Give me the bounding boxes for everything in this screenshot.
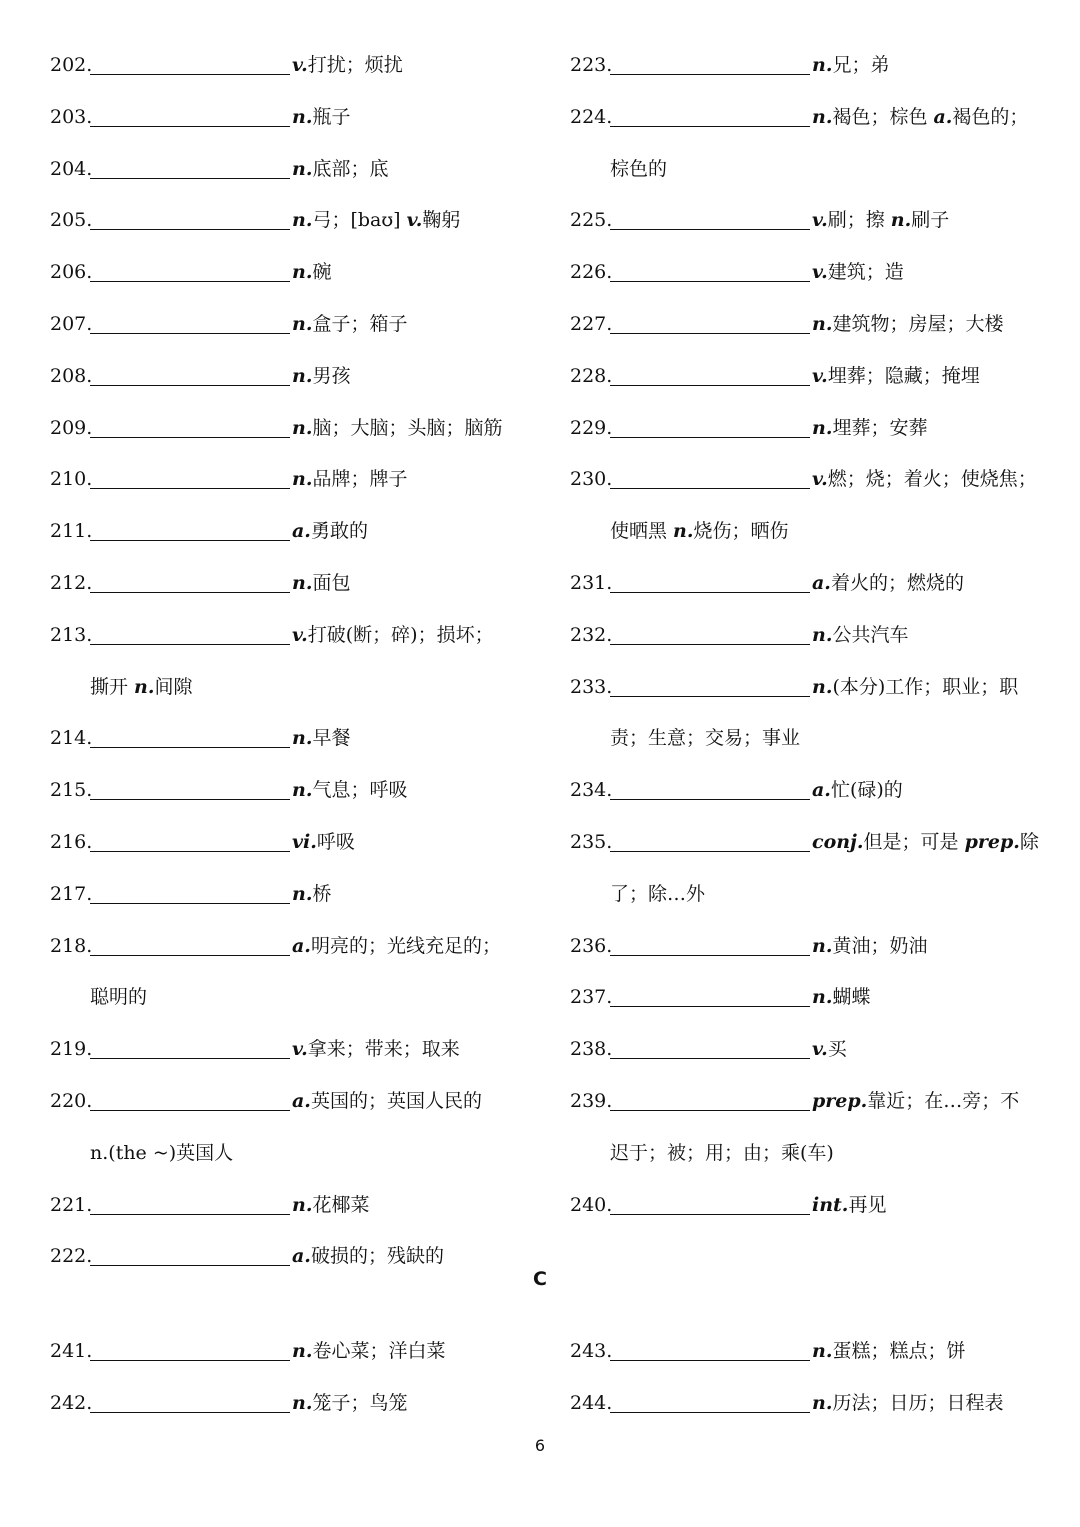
part-of-speech: n. [812,105,833,128]
part-of-speech: n. [812,675,833,698]
entry-number: 218. [50,934,93,957]
part-of-speech: n. [292,312,313,335]
entry-number: 225. [570,209,613,232]
entry-number: 221. [50,1193,93,1216]
vocab-entry [570,610,1050,662]
entry-number: 215. [50,779,93,802]
vocab-entry [50,40,530,92]
definition: 再见 [848,1193,887,1216]
part-of-speech: v. [812,364,828,387]
answer-blank[interactable] [610,591,810,593]
entry-number: 208. [50,364,93,387]
answer-blank[interactable] [90,539,290,541]
part-of-speech: v. [812,209,828,232]
definition: 瓶子 [312,105,351,128]
definition: 黄油；奶油 [832,934,928,957]
definition: 打扰；烦扰 [307,54,403,76]
answer-blank[interactable] [90,643,290,645]
definition: 公共汽车 [832,623,909,646]
entry-number: 204. [50,157,93,180]
definition: 面包 [312,571,351,594]
answer-blank[interactable] [610,280,810,282]
answer-blank[interactable] [610,1411,810,1413]
definition: 弓；[baʊ] [312,209,407,232]
part-of-speech: a. [933,105,953,128]
part-of-speech: v. [292,1038,308,1061]
vocab-entry-continuation [570,713,1050,765]
definition: 间隙 [154,675,193,698]
entry-number: 210. [50,468,93,491]
part-of-speech: v. [812,261,828,284]
entry-number: 233. [570,675,613,698]
vocab-entry [570,40,1050,92]
definition: 靠近；在…旁；不 [867,1089,1020,1112]
left-column-c-words [50,1326,530,1430]
definition: 笼子；鸟笼 [312,1391,408,1414]
definition: 盒子；箱子 [312,312,408,335]
part-of-speech: n. [292,261,313,284]
vocab-entry [570,247,1050,299]
answer-blank[interactable] [90,902,290,904]
vocab-entry [50,713,530,765]
vocab-entry [50,1378,530,1430]
part-of-speech: n. [134,675,155,698]
definition: 烧伤；晒伤 [693,520,789,543]
answer-blank[interactable] [610,850,810,852]
definition: 早餐 [312,727,351,750]
answer-blank[interactable] [610,332,810,334]
definition: 勇敢的 [310,520,368,543]
entry-number: 219. [50,1038,93,1061]
answer-blank[interactable] [90,798,290,800]
answer-blank[interactable] [90,384,290,386]
definition: 刷；擦 [827,209,891,232]
part-of-speech: n. [890,209,912,232]
answer-blank[interactable] [90,332,290,334]
definition: 明亮的；光线充足的； [310,934,501,957]
entry-number: 222. [50,1245,93,1268]
vocab-entry [570,92,1050,144]
definition: 但是；可是 [863,830,965,853]
vocab-entry [570,817,1050,869]
part-of-speech: conj. [812,830,864,853]
vocab-entry [50,299,530,351]
entry-number: 234. [570,779,613,802]
vocab-entry [50,195,530,247]
entry-number: 214. [50,727,93,750]
answer-blank[interactable] [610,695,810,697]
right-column-c-words [570,1326,1050,1430]
part-of-speech: n. [292,1340,313,1362]
entry-number: 244. [570,1391,613,1414]
vocab-entry [50,247,530,299]
answer-blank[interactable] [610,643,810,645]
vocab-entry [570,921,1050,973]
answer-blank[interactable] [610,384,810,386]
part-of-speech: n. [812,312,833,335]
vocab-entry [570,1076,1050,1128]
part-of-speech: a. [812,571,831,594]
definition: 鞠躬 [422,209,461,232]
part-of-speech: n. [292,105,313,128]
vocab-entry-continuation [570,506,1050,558]
vocab-entry [570,765,1050,817]
vocab-entry-continuation [570,869,1050,921]
entry-number: 235. [570,830,613,853]
definition: 花椰菜 [312,1193,370,1216]
entry-number: 220. [50,1089,93,1112]
vocab-entry [50,610,530,662]
definition: 呼吸 [316,830,355,853]
answer-blank[interactable] [90,1411,290,1413]
definition: 历法；日历；日程表 [832,1391,1004,1414]
vocab-entry [50,351,530,403]
answer-blank[interactable] [610,1005,810,1007]
answer-blank[interactable] [90,177,290,179]
entry-number: 230. [570,468,613,491]
entry-number: 212. [50,571,93,594]
definition: 撕开 [90,675,135,698]
answer-blank[interactable] [610,1359,810,1361]
vocab-entry [570,972,1050,1024]
vocab-entry-continuation [50,662,530,714]
definition: 埋葬；安葬 [832,416,928,439]
vocab-entry [50,1024,530,1076]
definition: 迟于；被；用；由；乘(车) [610,1141,834,1164]
vocab-entry-continuation [570,144,1050,196]
answer-blank[interactable] [610,1213,810,1215]
part-of-speech: n. [292,416,313,439]
answer-blank[interactable] [610,1057,810,1059]
part-of-speech: n. [812,934,833,957]
entry-number: 231. [570,571,613,594]
definition: 刷子 [911,209,950,232]
right-column-b-words [570,40,1050,1231]
part-of-speech: int. [812,1193,849,1216]
part-of-speech: v. [292,54,308,76]
entry-number: 242. [50,1391,93,1414]
definition: 蝴蝶 [832,986,871,1009]
entry-number: 243. [570,1340,613,1362]
entry-number: 207. [50,312,93,335]
entry-number: 224. [570,105,613,128]
entry-number: 203. [50,105,93,128]
vocab-entry-continuation [570,1128,1050,1180]
vocab-entry [50,558,530,610]
definition: 燃；烧；着火；使烧焦； [827,468,1037,491]
entry-number: 229. [570,416,613,439]
definition: 碗 [312,261,332,284]
part-of-speech: n. [812,54,833,76]
definition: 责；生意；交易；事业 [610,727,801,750]
answer-blank[interactable] [90,1057,290,1059]
answer-blank[interactable] [90,954,290,956]
entry-number: 238. [570,1038,613,1061]
definition: 褐色；棕色 [832,105,934,128]
entry-number: 217. [50,882,93,905]
vocab-entry [50,506,530,558]
vocab-entry [570,1024,1050,1076]
answer-blank[interactable] [610,436,810,438]
entry-number: 213. [50,623,93,646]
definition: 气息；呼吸 [312,779,408,802]
part-of-speech: v. [812,468,828,491]
answer-blank[interactable] [610,487,810,489]
part-of-speech: n. [812,986,833,1009]
definition: 打破(断；碎)；损坏； [307,623,494,646]
vocab-entry [570,1180,1050,1232]
vocab-entry-continuation [50,1128,530,1180]
section-heading-c: C [533,1268,547,1290]
definition: 忙(碌)的 [830,779,903,802]
definition: 兄；弟 [832,54,890,76]
part-of-speech: prep. [812,1089,868,1112]
vocab-entry [570,195,1050,247]
vocab-entry [50,921,530,973]
vocab-entry [50,1326,530,1378]
definition: n.(the ~)英国人 [90,1141,234,1164]
part-of-speech: v. [292,623,308,646]
left-column-b-words [50,40,530,1283]
part-of-speech: n. [292,209,313,232]
vocab-entry [570,662,1050,714]
answer-blank[interactable] [90,591,290,593]
definition: 聪明的 [90,986,148,1009]
answer-blank[interactable] [90,1213,290,1215]
definition: 卷心菜；洋白菜 [312,1340,446,1362]
vocab-entry [570,1326,1050,1378]
entry-number: 237. [570,986,613,1009]
entry-number: 216. [50,830,93,853]
part-of-speech: n. [292,157,313,180]
part-of-speech: n. [292,1193,313,1216]
part-of-speech: a. [292,520,311,543]
entry-number: 202. [50,54,93,76]
part-of-speech: n. [292,727,313,750]
part-of-speech: n. [812,1391,833,1414]
part-of-speech: n. [673,520,694,543]
answer-blank[interactable] [90,436,290,438]
part-of-speech: a. [292,934,311,957]
definition: 拿来；带来；取来 [307,1038,460,1061]
answer-blank[interactable] [610,228,810,230]
entry-number: 240. [570,1193,613,1216]
answer-blank[interactable] [90,1359,290,1361]
definition: 英国的；英国人民的 [310,1089,482,1112]
entry-number: 227. [570,312,613,335]
answer-blank[interactable] [610,125,810,127]
part-of-speech: n. [292,779,313,802]
vocab-entry [50,765,530,817]
vocab-entry [570,299,1050,351]
part-of-speech: prep. [964,830,1020,853]
definition: (本分)工作；职业；职 [832,675,1019,698]
answer-blank[interactable] [90,850,290,852]
answer-blank[interactable] [90,487,290,489]
entry-number: 211. [50,520,93,543]
part-of-speech: a. [292,1245,311,1268]
entry-number: 223. [570,54,613,76]
vocab-entry [50,403,530,455]
part-of-speech: n. [292,1391,313,1414]
answer-blank[interactable] [610,798,810,800]
answer-blank[interactable] [90,1109,290,1111]
entry-number: 226. [570,261,613,284]
definition: 除 [1019,830,1039,853]
answer-blank[interactable] [90,228,290,230]
part-of-speech: n. [292,364,313,387]
vocab-entry [50,817,530,869]
part-of-speech: vi. [292,830,317,853]
definition: 褐色的； [952,105,1029,128]
definition: 蛋糕；糕点；饼 [832,1340,966,1362]
answer-blank[interactable] [90,746,290,748]
definition: 男孩 [312,364,351,387]
vocab-entry [50,869,530,921]
answer-blank[interactable] [610,1109,810,1111]
entry-number: 232. [570,623,613,646]
part-of-speech: v. [812,1038,828,1061]
answer-blank[interactable] [610,73,810,75]
definition: 脑；大脑；头脑；脑筋 [312,416,503,439]
part-of-speech: n. [812,416,833,439]
entry-number: 241. [50,1340,93,1362]
entry-number: 205. [50,209,93,232]
vocab-entry [50,144,530,196]
part-of-speech: n. [812,1340,833,1362]
vocab-entry [50,92,530,144]
vocab-entry [570,403,1050,455]
part-of-speech: v. [406,209,423,232]
definition: 建筑物；房屋；大楼 [832,312,1004,335]
vocab-entry [50,1076,530,1128]
definition: 着火的；燃烧的 [830,571,964,594]
definition: 品牌；牌子 [312,468,408,491]
vocab-entry-continuation [50,972,530,1024]
definition: 使晒黑 [610,520,674,543]
definition: 棕色的 [610,157,668,180]
definition: 桥 [312,882,332,905]
entry-number: 209. [50,416,93,439]
part-of-speech: n. [292,468,313,491]
answer-blank[interactable] [90,1264,290,1266]
part-of-speech: a. [812,779,831,802]
definition: 了；除…外 [610,882,706,905]
page-number: 6 [534,1436,546,1455]
vocab-entry [50,454,530,506]
vocab-entry [50,1180,530,1232]
definition: 买 [827,1038,847,1061]
part-of-speech: n. [292,882,313,905]
entry-number: 228. [570,364,613,387]
definition: 建筑；造 [827,261,904,284]
vocab-entry [570,1378,1050,1430]
answer-blank[interactable] [90,73,290,75]
part-of-speech: n. [292,571,313,594]
entry-number: 236. [570,934,613,957]
part-of-speech: n. [812,623,833,646]
vocab-entry [570,351,1050,403]
answer-blank[interactable] [610,954,810,956]
entry-number: 206. [50,261,93,284]
vocab-entry [570,558,1050,610]
entry-number: 239. [570,1089,613,1112]
answer-blank[interactable] [90,280,290,282]
answer-blank[interactable] [90,125,290,127]
definition: 埋葬；隐藏；掩埋 [827,364,980,387]
definition: 底部；底 [312,157,389,180]
part-of-speech: a. [292,1089,311,1112]
definition: 破损的；残缺的 [310,1245,444,1268]
vocab-entry [570,454,1050,506]
